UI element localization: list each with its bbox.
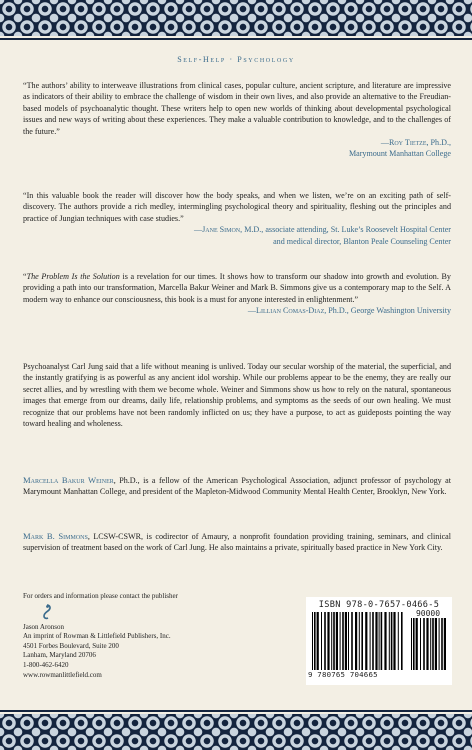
- author-1-bio: [23, 475, 451, 498]
- quote-3-author: —Lillian Comas-Diaz: [247, 306, 325, 316]
- author-2-name: Mark B. Simmons: [23, 531, 88, 541]
- review-quote-1: [23, 80, 451, 160]
- author-bio-2: [23, 531, 451, 554]
- ean-number: 9 780765 704665: [308, 670, 378, 679]
- addon-barcode-bars: [411, 618, 447, 670]
- bottom-rule: [0, 710, 472, 712]
- publisher-logo-icon: [41, 604, 283, 623]
- quote-2-author: —Jane Simon: [194, 225, 241, 235]
- quote-3-affiliation: , Ph.D., George Washington University: [324, 306, 451, 316]
- quote-3-attribution: [23, 305, 451, 316]
- decorative-top-border: [0, 0, 472, 36]
- orders-line: For orders and information please contact the publisher: [23, 592, 178, 600]
- author-1-bio-text: , Ph.D., is a fellow of the American Psychological Association, adjunct professor of psychology at Marymount Manhattan College, and president of the Mapleton-Midwood Community Mental Health Center, Brooklyn, New York.: [23, 476, 451, 497]
- isbn-number: ISBN 978-0-7657-0466-5: [318, 600, 440, 610]
- quote-2-affiliation: and medical director, Blanton Peale Counseling Center: [273, 236, 451, 246]
- top-rule: [0, 38, 472, 40]
- quote-1-affiliation: Marymount Manhattan College: [348, 149, 451, 159]
- category-label: Self-Help · Psychology: [177, 55, 295, 64]
- isbn-barcode: [306, 597, 452, 685]
- author-2-bio: [23, 531, 451, 554]
- publisher-info: [23, 592, 283, 680]
- quote-3-open-quote: “: [23, 272, 27, 281]
- quote-3-body: is a revelation for our times. It shows how to transform our shadow into growth and evolution. By providing a path into our transformation, Marcella Bakur Weiner and Mark B. Simmons give us a contemporary map to the Self. A modern way to enhance our consciousness, this book is a must for anyone interested in enlightenment.”: [23, 272, 451, 304]
- quote-2-text: “In this valuable book the reader will discover how the body speaks, and when we listen, we’re on an exciting path of self-discovery. The authors provide a rich medley, intermingling psychological theory and spirituality, fleshing out the principles and practice of Jungian techniques with case studies.”: [23, 191, 451, 223]
- quote-1-degree: , Ph.D.,: [426, 138, 451, 148]
- publisher-website: www.rowmanlittlefield.com: [23, 670, 102, 679]
- publisher-city: Lanham, Maryland 20706: [23, 651, 96, 660]
- author-2-bio-text: , LCSW-CSWR, is codirector of Amaury, a nonprofit foundation providing training, seminars, and clinical supervision of treatment based on the work of Carl Jung. He also maintains a private, spiritually based practice in New York City.: [23, 532, 451, 553]
- review-quote-2: [23, 190, 451, 247]
- publisher-name: Jason Aronson: [23, 622, 65, 631]
- author-1-name: Marcella Bakur Weiner: [23, 475, 114, 485]
- book-title: The Problem Is the Solution: [26, 272, 120, 281]
- quote-2-credentials: , M.D., associate attending, St. Luke’s Roosevelt Hospital Center: [240, 225, 451, 235]
- book-description: [23, 361, 451, 429]
- quote-1-attribution: [23, 137, 451, 148]
- ean-barcode-bars: [312, 612, 406, 670]
- quote-1-author: —Roy Tietze: [380, 138, 427, 148]
- publisher-imprint: An imprint of Rowman & Littlefield Publishers, Inc.: [23, 632, 171, 641]
- price-code: 90000: [415, 609, 441, 618]
- quote-2-attribution: [23, 224, 451, 235]
- publisher-street: 4501 Forbes Boulevard, Suite 200: [23, 641, 119, 650]
- quote-1-text: “The authors’ ability to interweave illustrations from clinical cases, popular culture, ancient scripture, and literature are impressive as indicators of their ability to embrace the challenge of wisdom in their own lives, and also provide an alternative to the Freudian-based models of psychoanalytic thought. These writers help to open new worlds of thinking about developmental psychological issues and new ways of writing about these experiences. They make a valuable contribution to knowledge, and to the challenges of the future.”: [23, 81, 451, 136]
- decorative-bottom-border: [0, 714, 472, 750]
- author-bio-1: [23, 475, 451, 498]
- description-text: Psychoanalyst Carl Jung said that a life without meaning is unlived. Today our secular worship of the material, the superficial, and the instantly gratifying is as powerful as any ancient idol worship. While our problems appear to be the enemy, they are really our secret allies, and by wrestling with them we become whole. Weiner and Simmons show us how to rely on the natural, spontaneous images that emerge from our dreams, daily life, relationship problems, and symptoms as the seeds of our own healing. We must recognize that our problems have not been randomly inflicted on us; they have a purpose, to act as guideposts pointing the way toward healing and wholeness.: [23, 362, 451, 429]
- quote-3-text: [23, 271, 451, 305]
- publisher-phone: 1-800-462-6420: [23, 660, 69, 669]
- review-quote-3: [23, 271, 451, 317]
